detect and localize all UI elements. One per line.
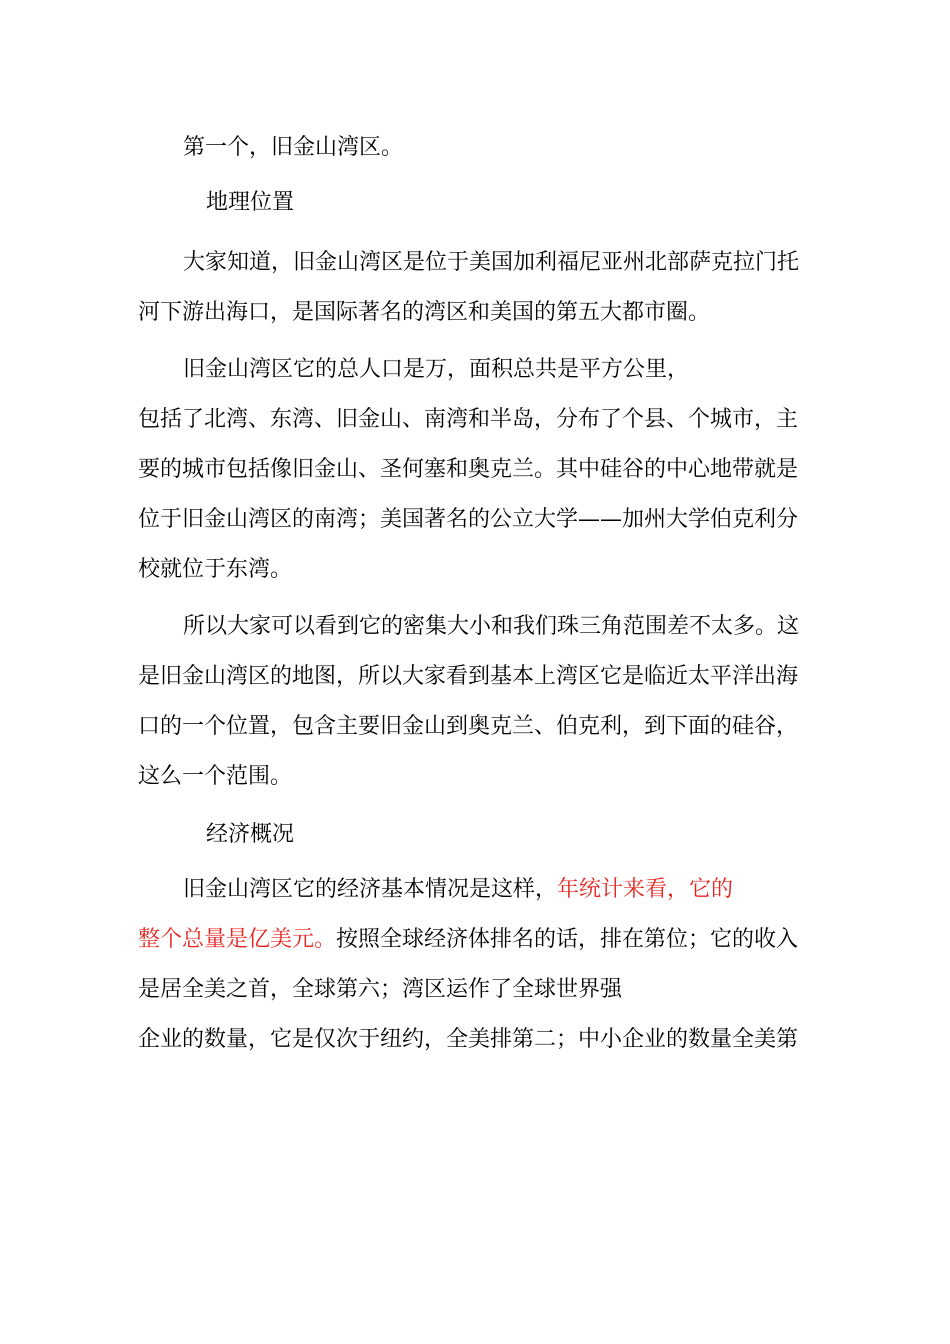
section-title-economy: 经济概况 (206, 822, 295, 847)
paragraph-line (183, 875, 733, 905)
paragraph-line: 包括了北湾、东湾、旧金山、南湾和半岛，分布了个县、个城市，主 (138, 407, 799, 432)
paragraph-line: 旧金山湾区它的总人口是万，面积总共是平方公里， (183, 357, 690, 382)
heading: 第一个，旧金山湾区。 (183, 135, 404, 160)
body-text: 旧金山湾区它的经济基本情况是这样， (183, 877, 558, 902)
paragraph-line: 要的城市包括像旧金山、圣何塞和奥克兰。其中硅谷的中心地带就是 (138, 457, 799, 482)
paragraph-line: 是旧金山湾区的地图，所以大家看到基本上湾区它是临近太平洋出海 (138, 664, 799, 689)
paragraph-line: 是居全美之首，全球第六；湾区运作了全球世界强 (138, 977, 623, 1002)
paragraph-line: 位于旧金山湾区的南湾；美国著名的公立大学——加州大学伯克利分 (138, 507, 799, 532)
paragraph-line (138, 925, 798, 955)
highlighted-text: 年统计来看，它的 (557, 877, 734, 902)
paragraph-line: 大家知道，旧金山湾区是位于美国加利福尼亚州北部萨克拉门托 (183, 250, 800, 275)
paragraph-line: 口的一个位置，包含主要旧金山到奥克兰、伯克利，到下面的硅谷， (138, 714, 799, 739)
body-text: 按照全球经济体排名的话，排在第位；它的收入 (336, 927, 799, 952)
highlighted-text: 整个总量是亿美元。 (138, 927, 337, 952)
paragraph-line: 企业的数量，它是仅次于纽约，全美排第二；中小企业的数量全美第 (138, 1027, 799, 1052)
paragraph-line: 所以大家可以看到它的密集大小和我们珠三角范围差不太多。这 (183, 614, 800, 639)
paragraph-line: 这么一个范围。 (138, 764, 293, 789)
paragraph-line: 河下游出海口，是国际著名的湾区和美国的第五大都市圈。 (138, 300, 711, 325)
paragraph-line: 校就位于东湾。 (138, 557, 293, 582)
section-title-geography: 地理位置 (206, 190, 295, 215)
